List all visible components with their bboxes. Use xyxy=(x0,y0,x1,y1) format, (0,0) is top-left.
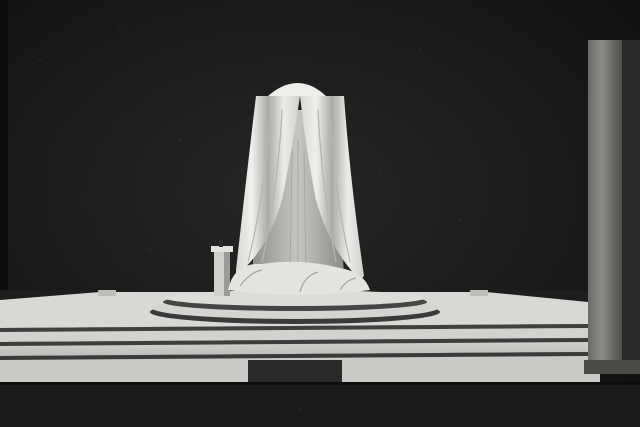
pillar-base xyxy=(584,360,640,374)
pillar-icon xyxy=(584,40,640,374)
round-dais xyxy=(150,290,440,324)
pillar-body xyxy=(588,40,622,370)
step-left-lip xyxy=(98,290,116,296)
left-edge-shadow xyxy=(0,0,8,300)
floor-edge xyxy=(0,382,640,385)
pillar-side xyxy=(622,40,640,370)
step-right-lip xyxy=(470,290,488,296)
candle-wick xyxy=(219,240,223,247)
foreground-floor xyxy=(0,384,640,427)
